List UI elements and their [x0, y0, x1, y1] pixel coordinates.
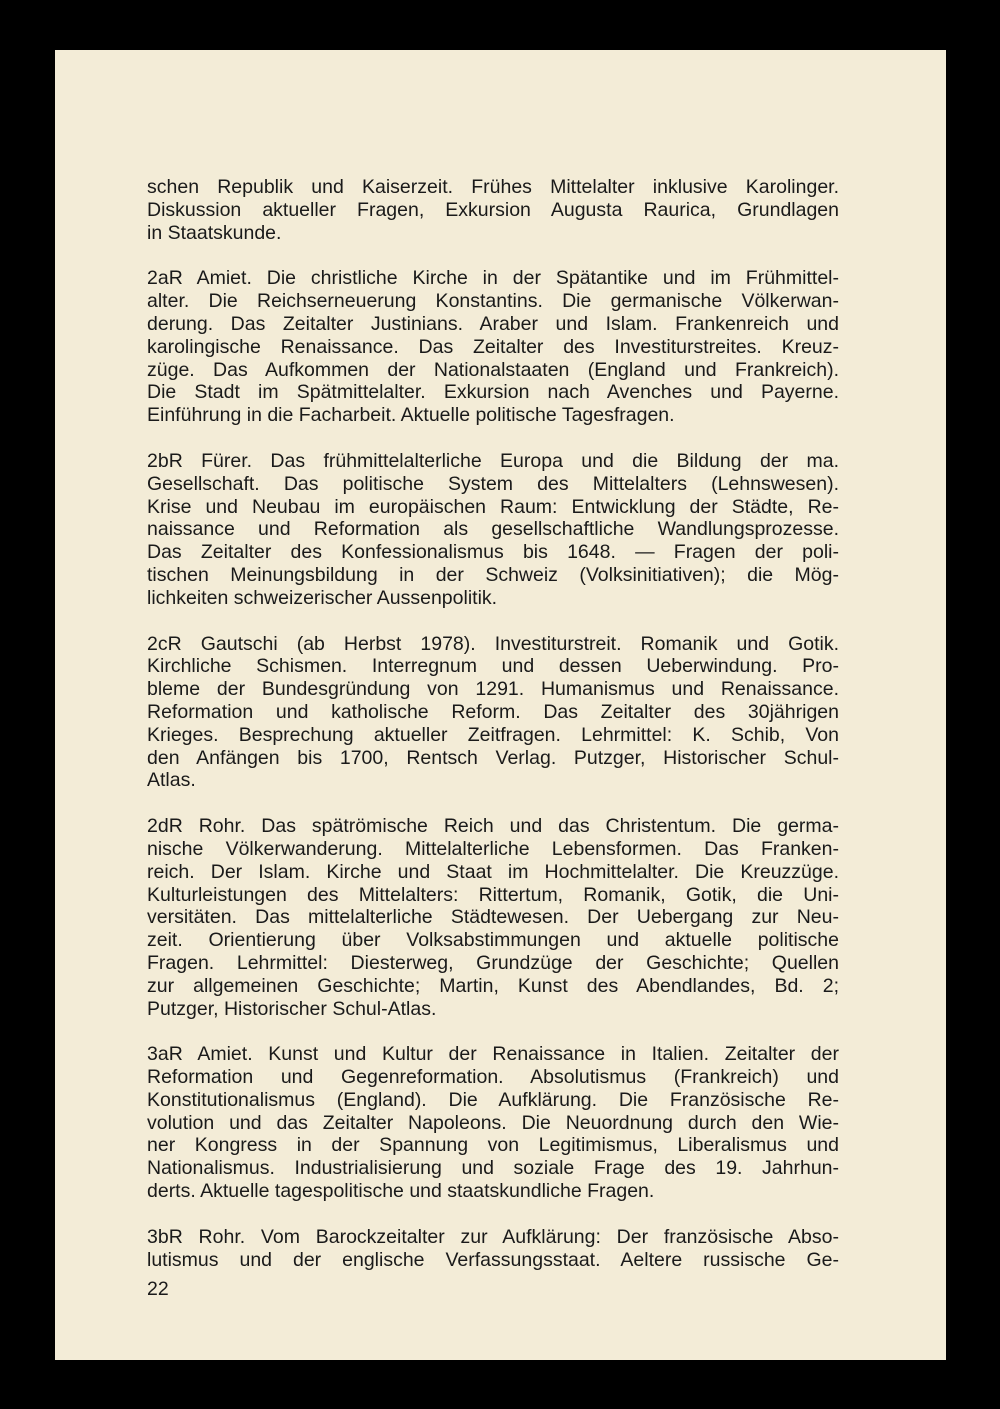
paragraph: [147, 1226, 839, 1272]
text-line: karolingische Renaissance. Das Zeitalter des Investiturstreites. Kreuz-: [147, 335, 839, 358]
text-line: Das Zeitalter des Konfessionalismus bis 1648. — Fragen der poli-: [147, 541, 839, 564]
text-line: bleme der Bundesgründung von 1291. Humanismus und Renaissance.: [147, 678, 839, 701]
text-line: 2cR Gautschi (ab Herbst 1978). Investiturstreit. Romanik und Gotik.: [147, 632, 839, 655]
text-line: 2aR Amiet. Die christliche Kirche in der Spätantike und im Frühmittel-: [147, 267, 839, 290]
text-line: lichkeiten schweizerischer Aussenpolitik.: [147, 586, 498, 609]
text-line: Kirchliche Schismen. Interregnum und dessen Ueberwindung. Pro-: [147, 655, 839, 678]
text-line: versitäten. Das mittelalterliche Städtewesen. Der Uebergang zur Neu-: [147, 906, 839, 929]
text-line: volution und das Zeitalter Napoleons. Die Neuordnung durch den Wie-: [147, 1111, 839, 1134]
text-line: tischen Meinungsbildung in der Schweiz (Volksinitiativen); die Mög-: [147, 563, 839, 586]
text-line: Reformation und katholische Reform. Das Zeitalter des 30jährigen: [147, 700, 839, 723]
text-line: 3aR Amiet. Kunst und Kultur der Renaissance in Italien. Zeitalter der: [147, 1043, 839, 1066]
text-line: Putzger, Historischer Schul-Atlas.: [147, 997, 437, 1020]
text-line: Einführung in die Facharbeit. Aktuelle politische Tagesfragen.: [147, 404, 675, 427]
text-line: Nationalismus. Industrialisierung und soziale Frage des 19. Jahrhun-: [147, 1157, 839, 1180]
text-line: zeit. Orientierung über Volksabstimmungen und aktuelle politische: [147, 929, 839, 952]
text-line: derung. Das Zeitalter Justinians. Araber und Islam. Frankenreich und: [147, 312, 839, 335]
text-line: naissance und Reformation als gesellschaftliche Wandlungsprozesse.: [147, 518, 839, 541]
text-line: schen Republik und Kaiserzeit. Frühes Mittelalter inklusive Karolinger.: [147, 176, 839, 198]
paragraph: [147, 815, 839, 1020]
text-line: ner Kongress in der Spannung von Legitimismus, Liberalismus und: [147, 1134, 839, 1157]
text-line: Reformation und Gegenreformation. Absolutismus (Frankreich) und: [147, 1066, 839, 1089]
paragraph: [147, 633, 839, 793]
text-line: züge. Das Aufkommen der Nationalstaaten (England und Frankreich).: [147, 358, 839, 381]
paragraph: [147, 450, 839, 610]
text-line: Diskussion aktueller Fragen, Exkursion Augusta Raurica, Grundlagen: [147, 198, 839, 221]
text-line: Die Stadt im Spätmittelalter. Exkursion nach Avenches und Payerne.: [147, 381, 839, 404]
text-line: 2dR Rohr. Das spätrömische Reich und das Christentum. Die germa-: [147, 815, 839, 838]
text-line: in Staatskunde.: [147, 221, 282, 244]
text-line: zur allgemeinen Geschichte; Martin, Kunst des Abendlandes, Bd. 2;: [147, 974, 839, 997]
text-line: alter. Die Reichserneuerung Konstantins. Die germanische Völkerwan-: [147, 290, 839, 313]
text-line: Fragen. Lehrmittel: Diesterweg, Grundzüge der Geschichte; Quellen: [147, 951, 839, 974]
text-line: Gesellschaft. Das politische System des Mittelalters (Lehnswesen).: [147, 472, 839, 495]
text-line: 3bR Rohr. Vom Barockzeitalter zur Aufklärung: Der französische Abso-: [147, 1225, 839, 1248]
text-line: lutismus und der englische Verfassungsstaat. Aeltere russische Ge-: [147, 1248, 839, 1271]
text-line: 2bR Fürer. Das frühmittelalterliche Europa und die Bildung der ma.: [147, 449, 839, 472]
text-line: Atlas.: [147, 769, 196, 792]
text-line: reich. Der Islam. Kirche und Staat im Hochmittelalter. Die Kreuzzüge.: [147, 860, 839, 883]
paragraph: [147, 267, 839, 427]
text-line: nische Völkerwanderung. Mittelalterliche Lebensformen. Das Franken-: [147, 837, 839, 860]
page-number: 22: [147, 1278, 169, 1300]
text-line: den Anfängen bis 1700, Rentsch Verlag. Putzger, Historischer Schul-: [147, 746, 839, 769]
paragraph: [147, 1043, 839, 1203]
text-line: derts. Aktuelle tagespolitische und staatskundliche Fragen.: [147, 1180, 655, 1203]
document-page: [55, 50, 946, 1360]
paragraph: [147, 176, 839, 244]
text-line: Konstitutionalismus (England). Die Aufklärung. Die Französische Re-: [147, 1088, 839, 1111]
text-line: Kulturleistungen des Mittelalters: Rittertum, Romanik, Gotik, die Uni-: [147, 883, 839, 906]
text-line: Krieges. Besprechung aktueller Zeitfragen. Lehrmittel: K. Schib, Von: [147, 723, 839, 746]
document-body: [147, 176, 839, 1294]
text-line: Krise und Neubau im europäischen Raum: Entwicklung der Städte, Re-: [147, 495, 839, 518]
